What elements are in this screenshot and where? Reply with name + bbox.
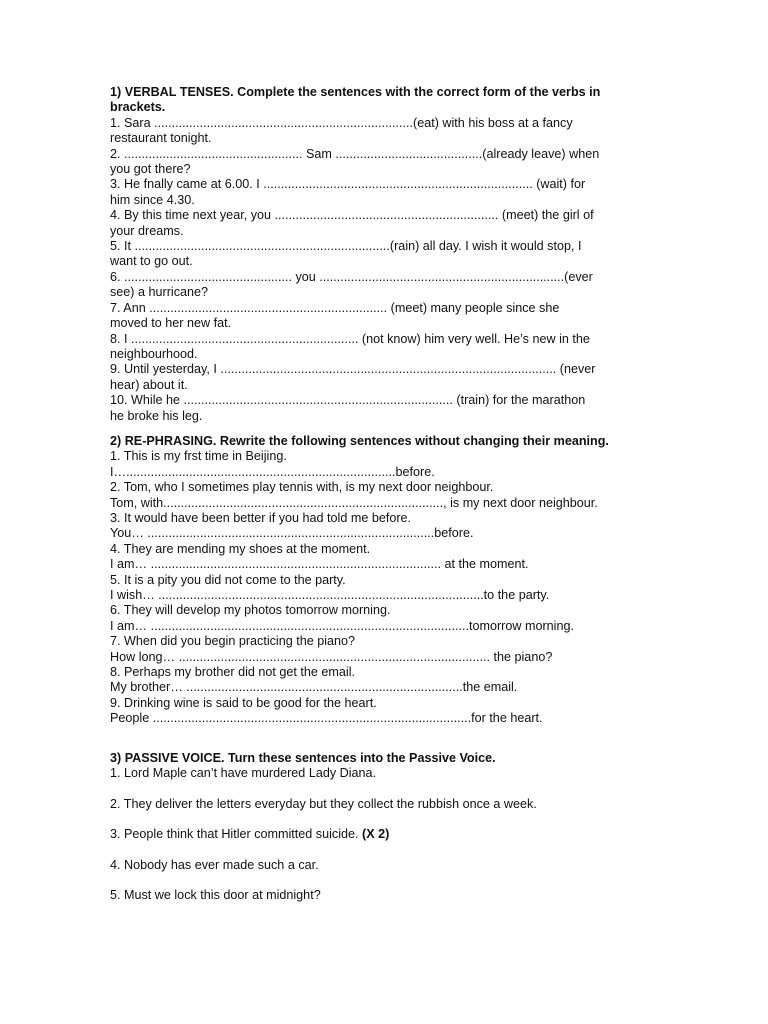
passive-sentence xyxy=(110,827,658,842)
exercise-line: 10. While he ............................................................................. (train) for the marathon xyxy=(110,393,586,408)
exercise-line: 3. It would have been better if you had told me before. xyxy=(110,510,412,525)
passive-sentence-text: 5. Must we lock this door at midnight? xyxy=(110,888,321,903)
exercise-line: moved to her new fat. xyxy=(110,316,232,331)
exercise-line: Tom, with................................................................................, is my next door neighbour. xyxy=(110,495,598,510)
exercise-line: 5. It is a pity you did not come to the party. xyxy=(110,572,346,587)
exercise-line: 1. Sara ..........................................................................(eat) with his boss at a fancy xyxy=(110,115,573,130)
exercise-line: 4. They are mending my shoes at the moment. xyxy=(110,541,371,556)
exercise-line: 8. I ................................................................. (not know) him very well. He’s new in the xyxy=(110,331,590,346)
exercise-line: My brother… ...............................................................................the email. xyxy=(110,680,518,695)
exercise-items xyxy=(110,766,658,904)
exercise-line: 6. ................................................ you ......................................................................(ever xyxy=(110,269,593,284)
passive-sentence-text: 1. Lord Maple can’t have murdered Lady Diana. xyxy=(110,766,377,781)
section-heading: 3) PASSIVE VOICE. Turn these sentences into the Passive Voice. xyxy=(110,750,496,765)
exercise-line: I am… ...........................................................................................tomorrow morning. xyxy=(110,618,574,633)
exercise-line: People ...........................................................................................for the heart. xyxy=(110,711,543,726)
section-passive-voice xyxy=(110,751,658,904)
exercise-line: I….............................................................................before. xyxy=(110,464,435,479)
exercise-line: 6. They will develop my photos tomorrow morning. xyxy=(110,603,391,618)
exercise-lines xyxy=(110,449,658,726)
section-rephrasing xyxy=(110,434,658,727)
exercise-line: 7. Ann .................................................................... (meet) many people since she xyxy=(110,300,560,315)
exercise-line: your dreams. xyxy=(110,223,184,238)
exercise-line: I am… ................................................................................... at the moment. xyxy=(110,557,529,572)
passive-sentence-text: 2. They deliver the letters everyday but they collect the rubbish once a week. xyxy=(110,796,537,811)
exercise-line: you got there? xyxy=(110,162,191,177)
points-marker: (X 2) xyxy=(362,827,390,842)
exercise-line: him since 4.30. xyxy=(110,192,195,207)
exercise-line: 2. ................................................... Sam ..........................................(already leave) when xyxy=(110,146,600,161)
exercise-line: he broke his leg. xyxy=(110,408,203,423)
passive-sentence-text: 4. Nobody has ever made such a car. xyxy=(110,857,319,872)
exercise-line: You… ..................................................................................before. xyxy=(110,526,474,541)
passive-sentence-text: 3. People think that Hitler committed suicide. xyxy=(110,827,362,842)
exercise-line: see) a hurricane? xyxy=(110,285,209,300)
exercise-line: neighbourhood. xyxy=(110,346,198,361)
section-heading: 1) VERBAL TENSES. Complete the sentences with the correct form of the verbs in brackets. xyxy=(110,85,601,115)
passive-sentence xyxy=(110,766,658,781)
exercise-line: 1. This is my frst time in Beijing. xyxy=(110,449,287,464)
section-heading: 2) RE-PHRASING. Rewrite the following sentences without changing their meaning. xyxy=(110,433,609,448)
exercise-line: 5. It .........................................................................(rain) all day. I wish it would stop, I xyxy=(110,239,582,254)
section-verbal-tenses xyxy=(110,85,658,424)
exercise-line: restaurant tonight. xyxy=(110,131,212,146)
exercise-line: 3. He fnally came at 6.00. I ............................................................................. (wait) for xyxy=(110,177,586,192)
exercise-line: hear) about it. xyxy=(110,377,188,392)
exercise-line: How long… ......................................................................................... the piano? xyxy=(110,649,553,664)
exercise-line: want to go out. xyxy=(110,254,193,269)
exercise-line: 4. By this time next year, you ................................................................ (meet) the girl of xyxy=(110,208,594,223)
worksheet-page xyxy=(110,85,658,919)
exercise-line: 9. Until yesterday, I ................................................................................................ (never xyxy=(110,362,596,377)
exercise-line: I wish… .............................................................................................to the party. xyxy=(110,588,550,602)
exercise-line: 8. Perhaps my brother did not get the email. xyxy=(110,665,356,680)
exercise-lines xyxy=(110,116,658,424)
passive-sentence xyxy=(110,888,658,903)
passive-sentence xyxy=(110,858,658,873)
exercise-line: 9. Drinking wine is said to be good for the heart. xyxy=(110,695,377,710)
passive-sentence xyxy=(110,797,658,812)
exercise-line: 2. Tom, who I sometimes play tennis with, is my next door neighbour. xyxy=(110,480,494,495)
exercise-line: 7. When did you begin practicing the piano? xyxy=(110,634,356,649)
